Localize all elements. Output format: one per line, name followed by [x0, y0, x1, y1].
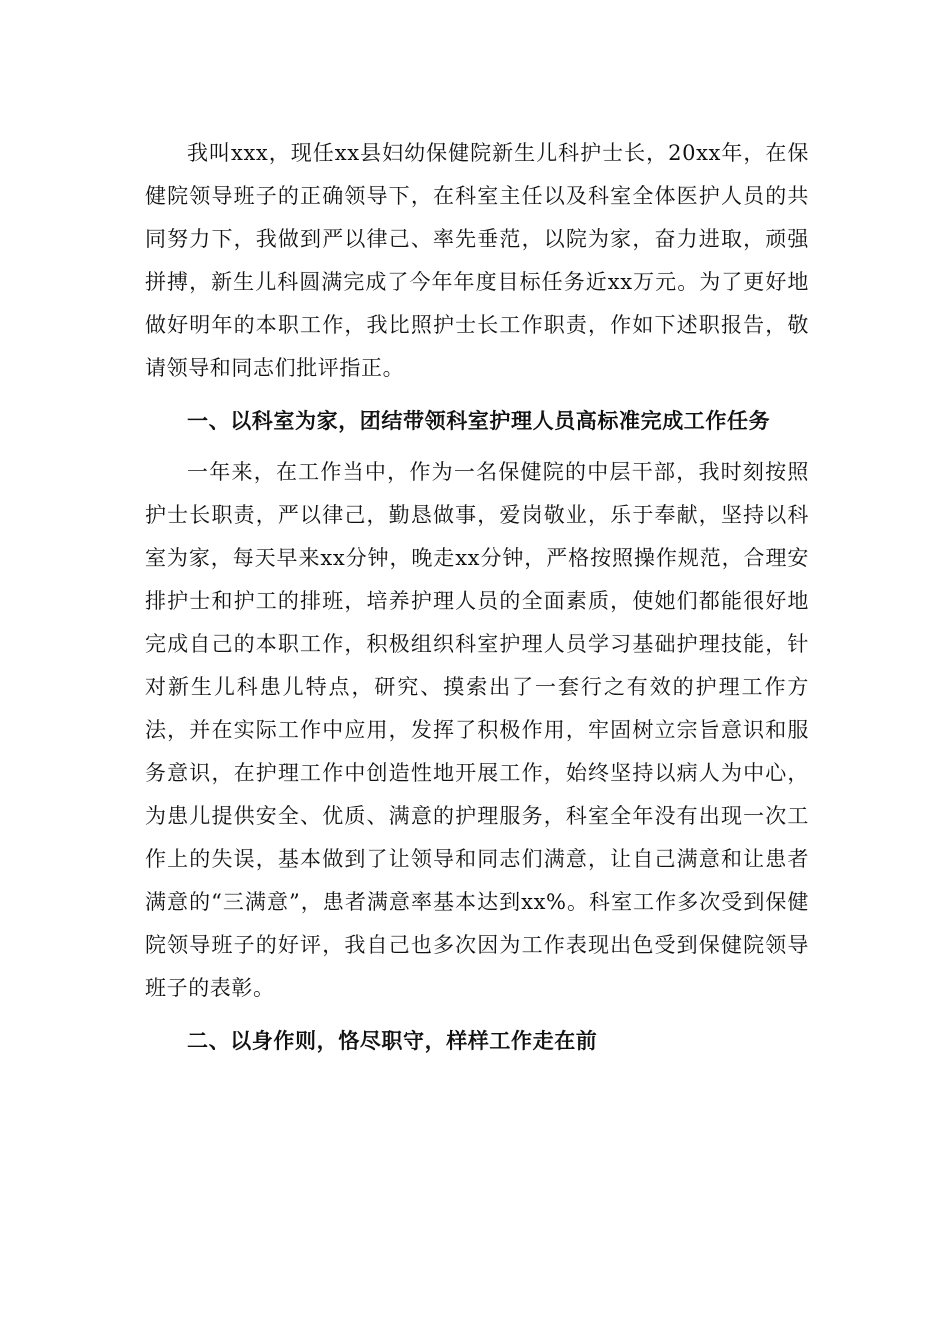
section-heading-2: 二、以身作则，恪尽职守，样样工作走在前: [187, 1028, 598, 1053]
intro-paragraph: 我叫xxx，现任xx县妇幼保健院新生儿科护士长，20xx年，在保健院领导班子的正确领导下，在科室主任以及科室全体医护人员的共同努力下，我做到严以律己、率先垂范，以院为家，奋力进取，顽强拼搏，新生儿科圆满完成了今年年度目标任务近xx万元。为了更好地做好明年的本职工作，我比照护士长工作职责，作如下述职报告，敬请领导和同志们批评指正。: [145, 141, 809, 380]
section-heading-1: 一、以科室为家，团结带领科室护理人员高标准完成工作任务: [187, 408, 771, 433]
document-body: [145, 132, 809, 1071]
section-paragraph-1: 一年来，在工作当中，作为一名保健院的中层干部，我时刻按照护士长职责，严以律己，勤恳做事，爱岗敬业，乐于奉献，坚持以科室为家，每天早来xx分钟，晚走xx分钟，严格按照操作规范，合理安排护士和护工的排班，培养护理人员的全面素质，使她们都能很好地完成自己的本职工作，积极组织科室护理人员学习基础护理技能，针对新生儿科患儿特点，研究、摸索出了一套行之有效的护理工作方法，并在实际工作中应用，发挥了积极作用，牢固树立宗旨意识和服务意识，在护理工作中创造性地开展工作，始终坚持以病人为中心，为患儿提供安全、优质、满意的护理服务，科室全年没有出现一次工作上的失误，基本做到了让领导和同志们满意，让自己满意和让患者满意的“三满意”，患者满意率基本达到xx%。科室工作多次受到保健院领导班子的好评，我自己也多次因为工作表现出色受到保健院领导班子的表彰。: [145, 460, 809, 1000]
